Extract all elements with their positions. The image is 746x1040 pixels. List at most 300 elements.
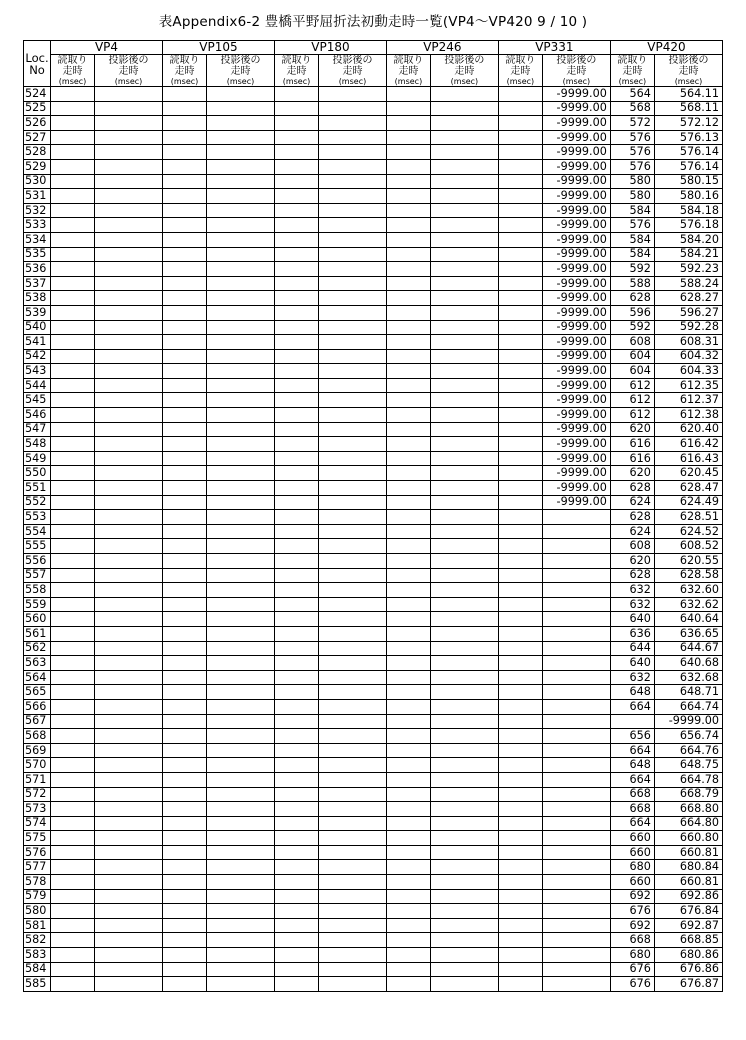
vp420-proj-cell: 640.68 — [654, 656, 722, 671]
vp331-proj-cell — [542, 758, 610, 773]
table-row — [24, 393, 723, 408]
vp331-proj-cell — [542, 977, 610, 992]
vp420-read-cell: 612 — [610, 408, 654, 423]
vp180-proj-cell — [319, 802, 387, 817]
vp105-read-cell — [162, 437, 206, 452]
vp105-proj-cell — [207, 831, 275, 846]
vp105-read-cell — [162, 641, 206, 656]
vp246-proj-cell — [430, 349, 498, 364]
vp180-read-cell — [274, 816, 318, 831]
vp105-read-cell — [162, 831, 206, 846]
vp180-read-cell — [274, 699, 318, 714]
vp331-read-cell — [498, 641, 542, 656]
vp331-proj-cell — [542, 875, 610, 890]
vp4-read-cell — [51, 977, 95, 992]
vp4-proj-cell — [95, 422, 163, 437]
vp246-read-cell — [386, 524, 430, 539]
vp4-proj-cell — [95, 189, 163, 204]
vp105-proj-cell — [207, 758, 275, 773]
vp105-proj-cell — [207, 349, 275, 364]
vp180-proj-cell — [319, 524, 387, 539]
vp420-read-cell: 604 — [610, 349, 654, 364]
vp105-proj-cell — [207, 787, 275, 802]
vp246-proj-cell — [430, 889, 498, 904]
vp105-read-cell — [162, 977, 206, 992]
vp180-read-cell — [274, 481, 318, 496]
unit-label: (msec) — [562, 77, 591, 86]
vp420-proj-cell: 584.21 — [654, 247, 722, 262]
vp420-proj-cell: 676.86 — [654, 962, 722, 977]
vp105-read-cell — [162, 320, 206, 335]
vp105-read-cell — [162, 860, 206, 875]
vp-header-vp331: VP331 — [498, 41, 610, 55]
vp331-read-cell — [498, 466, 542, 481]
unit-label: (msec) — [674, 77, 703, 86]
vp4-read-cell — [51, 174, 95, 189]
loc-no-cell: 532 — [24, 203, 51, 218]
vp180-proj-cell — [319, 305, 387, 320]
table-row — [24, 831, 723, 846]
vp180-proj-cell — [319, 364, 387, 379]
vp105-read-cell — [162, 524, 206, 539]
vp4-read-cell — [51, 364, 95, 379]
vp331-proj-cell — [542, 816, 610, 831]
table-row — [24, 305, 723, 320]
vp246-read-cell — [386, 130, 430, 145]
vp420-proj-cell: 680.86 — [654, 948, 722, 963]
vp420-proj-cell: 676.84 — [654, 904, 722, 919]
loc-no-cell: 541 — [24, 335, 51, 350]
vp331-read-cell — [498, 349, 542, 364]
vp420-read-cell: 628 — [610, 481, 654, 496]
vp246-proj-cell — [430, 626, 498, 641]
vp180-read-cell — [274, 466, 318, 481]
vp331-proj-cell — [542, 554, 610, 569]
vp420-proj-cell: 628.47 — [654, 481, 722, 496]
vp180-read-cell — [274, 305, 318, 320]
table-row — [24, 262, 723, 277]
vp420-proj-cell: 608.52 — [654, 539, 722, 554]
vp105-read-cell — [162, 510, 206, 525]
vp331-proj-cell — [542, 685, 610, 700]
vp420-proj-cell: 580.16 — [654, 189, 722, 204]
vp4-read-cell — [51, 860, 95, 875]
vp246-proj-cell — [430, 933, 498, 948]
vp420-read-cell: 592 — [610, 262, 654, 277]
page-title: 表Appendix6-2 豊橋平野屈折法初動走時一覧(VP4～VP420 9 / 10 ) — [158, 14, 588, 30]
vp4-read-cell — [51, 772, 95, 787]
vp246-read-cell — [386, 276, 430, 291]
vp105-read-cell — [162, 349, 206, 364]
vp180-proj-cell — [319, 262, 387, 277]
table-row — [24, 130, 723, 145]
vp331-proj-cell — [542, 699, 610, 714]
projected-time-header — [319, 55, 387, 87]
table-body — [24, 87, 723, 992]
vp246-read-cell — [386, 393, 430, 408]
loc-no-cell: 566 — [24, 699, 51, 714]
loc-no-cell: 544 — [24, 378, 51, 393]
vp180-read-cell — [274, 554, 318, 569]
vp331-proj-cell: -9999.00 — [542, 320, 610, 335]
vp246-read-cell — [386, 816, 430, 831]
vp180-proj-cell — [319, 933, 387, 948]
vp420-read-cell: 616 — [610, 451, 654, 466]
vp180-read-cell — [274, 860, 318, 875]
vp4-proj-cell — [95, 378, 163, 393]
vp105-read-cell — [162, 845, 206, 860]
vp420-read-cell: 580 — [610, 189, 654, 204]
read-label-line2: 走時 — [286, 65, 307, 77]
vp420-read-cell: 624 — [610, 495, 654, 510]
vp331-read-cell — [498, 889, 542, 904]
vp180-read-cell — [274, 758, 318, 773]
vp180-proj-cell — [319, 203, 387, 218]
vp246-proj-cell — [430, 656, 498, 671]
vp331-read-cell — [498, 539, 542, 554]
vp180-proj-cell — [319, 787, 387, 802]
vp331-proj-cell — [542, 583, 610, 598]
loc-no-cell: 581 — [24, 918, 51, 933]
vp331-read-cell — [498, 291, 542, 306]
vp331-read-cell — [498, 816, 542, 831]
vp246-read-cell — [386, 845, 430, 860]
vp331-proj-cell — [542, 539, 610, 554]
vp331-read-cell — [498, 699, 542, 714]
vp105-proj-cell — [207, 670, 275, 685]
vp246-proj-cell — [430, 918, 498, 933]
table-row — [24, 568, 723, 583]
vp331-read-cell — [498, 159, 542, 174]
vp331-read-cell — [498, 437, 542, 452]
vp180-read-cell — [274, 276, 318, 291]
vp105-proj-cell — [207, 524, 275, 539]
vp180-read-cell — [274, 626, 318, 641]
vp105-read-cell — [162, 495, 206, 510]
table-row — [24, 802, 723, 817]
vp331-proj-cell: -9999.00 — [542, 130, 610, 145]
vp331-proj-cell: -9999.00 — [542, 116, 610, 131]
vp180-read-cell — [274, 335, 318, 350]
vp4-read-cell — [51, 845, 95, 860]
vp331-read-cell — [498, 860, 542, 875]
vp246-proj-cell — [430, 189, 498, 204]
vp420-read-cell: 660 — [610, 875, 654, 890]
vp105-read-cell — [162, 408, 206, 423]
vp105-read-cell — [162, 758, 206, 773]
vp4-read-cell — [51, 948, 95, 963]
vp246-read-cell — [386, 116, 430, 131]
vp105-proj-cell — [207, 626, 275, 641]
vp246-proj-cell — [430, 174, 498, 189]
vp246-read-cell — [386, 539, 430, 554]
vp4-read-cell — [51, 335, 95, 350]
vp180-read-cell — [274, 451, 318, 466]
vp4-read-cell — [51, 276, 95, 291]
vp105-proj-cell — [207, 933, 275, 948]
vp180-read-cell — [274, 904, 318, 919]
vp105-read-cell — [162, 962, 206, 977]
read-label-line1: 読取り — [617, 55, 648, 66]
vp4-proj-cell — [95, 554, 163, 569]
vp180-read-cell — [274, 174, 318, 189]
proj-label-line1: 投影後の — [220, 55, 261, 66]
vp420-read-cell: 668 — [610, 802, 654, 817]
vp180-read-cell — [274, 437, 318, 452]
vp105-read-cell — [162, 699, 206, 714]
vp331-read-cell — [498, 481, 542, 496]
vp420-proj-cell: 660.81 — [654, 875, 722, 890]
vp246-proj-cell — [430, 218, 498, 233]
vp420-read-cell: 596 — [610, 305, 654, 320]
vp246-read-cell — [386, 977, 430, 992]
vp420-proj-cell: 668.85 — [654, 933, 722, 948]
vp331-read-cell — [498, 729, 542, 744]
vp4-proj-cell — [95, 612, 163, 627]
vp331-proj-cell: -9999.00 — [542, 174, 610, 189]
table-row — [24, 933, 723, 948]
proj-label-line1: 投影後の — [332, 55, 373, 66]
vp105-read-cell — [162, 364, 206, 379]
vp180-proj-cell — [319, 218, 387, 233]
projected-time-header — [542, 55, 610, 87]
vp4-read-cell — [51, 962, 95, 977]
vp246-read-cell — [386, 787, 430, 802]
vp105-proj-cell — [207, 320, 275, 335]
vp420-read-cell: 668 — [610, 933, 654, 948]
vp420-read-cell: 576 — [610, 159, 654, 174]
vp331-proj-cell: -9999.00 — [542, 189, 610, 204]
vp4-proj-cell — [95, 510, 163, 525]
vp-header-vp246: VP246 — [386, 41, 498, 55]
vp4-proj-cell — [95, 495, 163, 510]
vp105-read-cell — [162, 276, 206, 291]
proj-label-line1: 投影後の — [556, 55, 597, 66]
vp246-proj-cell — [430, 87, 498, 102]
vp105-proj-cell — [207, 174, 275, 189]
vp180-read-cell — [274, 670, 318, 685]
vp331-proj-cell: -9999.00 — [542, 495, 610, 510]
loc-no-cell: 530 — [24, 174, 51, 189]
vp4-proj-cell — [95, 772, 163, 787]
loc-no-cell: 552 — [24, 495, 51, 510]
vp246-read-cell — [386, 510, 430, 525]
vp420-proj-cell: 648.75 — [654, 758, 722, 773]
vp420-read-cell: 576 — [610, 218, 654, 233]
proj-label-line1: 投影後の — [108, 55, 149, 66]
vp331-proj-cell — [542, 641, 610, 656]
vp180-read-cell — [274, 364, 318, 379]
vp331-read-cell — [498, 276, 542, 291]
vp420-read-cell: 660 — [610, 845, 654, 860]
vp246-proj-cell — [430, 408, 498, 423]
vp105-proj-cell — [207, 101, 275, 116]
vp420-read-cell: 676 — [610, 977, 654, 992]
vp331-proj-cell: -9999.00 — [542, 349, 610, 364]
vp420-proj-cell: 640.64 — [654, 612, 722, 627]
table-row — [24, 729, 723, 744]
vp4-proj-cell — [95, 699, 163, 714]
vp246-read-cell — [386, 626, 430, 641]
vp331-read-cell — [498, 174, 542, 189]
vp420-read-cell: 632 — [610, 597, 654, 612]
vp246-read-cell — [386, 451, 430, 466]
vp420-proj-cell: 668.80 — [654, 802, 722, 817]
table-row — [24, 495, 723, 510]
vp180-read-cell — [274, 962, 318, 977]
vp105-proj-cell — [207, 612, 275, 627]
vp420-read-cell: 584 — [610, 232, 654, 247]
vp180-read-cell — [274, 189, 318, 204]
unit-label: (msec) — [226, 77, 255, 86]
loc-no-cell: 540 — [24, 320, 51, 335]
loc-no-cell: 554 — [24, 524, 51, 539]
vp246-proj-cell — [430, 305, 498, 320]
vp4-proj-cell — [95, 218, 163, 233]
vp105-proj-cell — [207, 904, 275, 919]
table-row — [24, 977, 723, 992]
vp420-read-cell: 680 — [610, 860, 654, 875]
vp246-read-cell — [386, 232, 430, 247]
loc-label-line1: Loc. — [25, 50, 49, 65]
vp4-read-cell — [51, 451, 95, 466]
vp331-proj-cell: -9999.00 — [542, 218, 610, 233]
vp180-proj-cell — [319, 904, 387, 919]
vp246-read-cell — [386, 495, 430, 510]
vp105-proj-cell — [207, 597, 275, 612]
vp246-read-cell — [386, 101, 430, 116]
vp420-read-cell: 564 — [610, 87, 654, 102]
vp180-read-cell — [274, 772, 318, 787]
table-row — [24, 349, 723, 364]
vp105-proj-cell — [207, 948, 275, 963]
vp246-read-cell — [386, 612, 430, 627]
table-row — [24, 524, 723, 539]
vp105-read-cell — [162, 378, 206, 393]
vp246-read-cell — [386, 962, 430, 977]
vp420-read-cell: 612 — [610, 393, 654, 408]
vp4-proj-cell — [95, 787, 163, 802]
vp420-read-cell: 644 — [610, 641, 654, 656]
vp105-read-cell — [162, 889, 206, 904]
vp105-proj-cell — [207, 159, 275, 174]
vp4-proj-cell — [95, 145, 163, 160]
vp105-read-cell — [162, 714, 206, 729]
vp246-proj-cell — [430, 714, 498, 729]
vp180-proj-cell — [319, 554, 387, 569]
vp180-proj-cell — [319, 626, 387, 641]
vp4-proj-cell — [95, 320, 163, 335]
vp420-proj-cell: 612.35 — [654, 378, 722, 393]
vp4-proj-cell — [95, 597, 163, 612]
vp105-read-cell — [162, 933, 206, 948]
vp420-read-cell: 640 — [610, 656, 654, 671]
vp180-proj-cell — [319, 948, 387, 963]
vp246-read-cell — [386, 831, 430, 846]
unit-label: (msec) — [618, 77, 647, 86]
vp105-read-cell — [162, 656, 206, 671]
vp246-read-cell — [386, 422, 430, 437]
read-time-header — [162, 55, 206, 87]
vp420-read-cell: 572 — [610, 116, 654, 131]
vp180-proj-cell — [319, 276, 387, 291]
vp105-read-cell — [162, 130, 206, 145]
vp420-proj-cell: 616.42 — [654, 437, 722, 452]
vp180-proj-cell — [319, 393, 387, 408]
unit-label: (msec) — [282, 77, 311, 86]
unit-label: (msec) — [170, 77, 199, 86]
vp246-proj-cell — [430, 729, 498, 744]
read-label-line2: 走時 — [62, 65, 83, 77]
loc-no-cell: 527 — [24, 130, 51, 145]
vp246-read-cell — [386, 714, 430, 729]
vp180-read-cell — [274, 510, 318, 525]
loc-no-cell: 557 — [24, 568, 51, 583]
vp246-proj-cell — [430, 466, 498, 481]
vp180-read-cell — [274, 393, 318, 408]
vp105-read-cell — [162, 743, 206, 758]
vp4-read-cell — [51, 87, 95, 102]
vp331-proj-cell — [542, 802, 610, 817]
vp105-proj-cell — [207, 845, 275, 860]
vp331-proj-cell — [542, 656, 610, 671]
vp246-proj-cell — [430, 845, 498, 860]
vp105-proj-cell — [207, 495, 275, 510]
vp331-read-cell — [498, 933, 542, 948]
vp180-read-cell — [274, 583, 318, 598]
vp105-proj-cell — [207, 408, 275, 423]
vp246-read-cell — [386, 159, 430, 174]
vp180-read-cell — [274, 875, 318, 890]
loc-no-cell: 553 — [24, 510, 51, 525]
vp180-proj-cell — [319, 510, 387, 525]
vp420-proj-cell: 676.87 — [654, 977, 722, 992]
vp4-proj-cell — [95, 889, 163, 904]
projected-time-header — [207, 55, 275, 87]
table-row — [24, 174, 723, 189]
loc-no-cell: 555 — [24, 539, 51, 554]
proj-label-line2: 走時 — [230, 65, 251, 77]
loc-no-cell: 565 — [24, 685, 51, 700]
vp331-proj-cell — [542, 860, 610, 875]
vp4-proj-cell — [95, 626, 163, 641]
vp331-proj-cell — [542, 626, 610, 641]
vp105-read-cell — [162, 481, 206, 496]
vp246-read-cell — [386, 364, 430, 379]
table-row — [24, 422, 723, 437]
vp331-read-cell — [498, 656, 542, 671]
vp4-read-cell — [51, 349, 95, 364]
proj-label-line1: 投影後の — [668, 55, 709, 66]
vp246-read-cell — [386, 466, 430, 481]
vp331-proj-cell — [542, 612, 610, 627]
vp4-proj-cell — [95, 437, 163, 452]
vp331-read-cell — [498, 597, 542, 612]
vp331-read-cell — [498, 378, 542, 393]
vp420-proj-cell: 612.37 — [654, 393, 722, 408]
vp4-proj-cell — [95, 802, 163, 817]
vp105-proj-cell — [207, 189, 275, 204]
vp420-proj-cell: 620.55 — [654, 554, 722, 569]
loc-no-cell: 560 — [24, 612, 51, 627]
vp331-proj-cell — [542, 510, 610, 525]
vp105-read-cell — [162, 203, 206, 218]
vp331-read-cell — [498, 977, 542, 992]
read-time-header — [274, 55, 318, 87]
vp246-proj-cell — [430, 510, 498, 525]
vp331-proj-cell — [542, 889, 610, 904]
vp105-proj-cell — [207, 875, 275, 890]
